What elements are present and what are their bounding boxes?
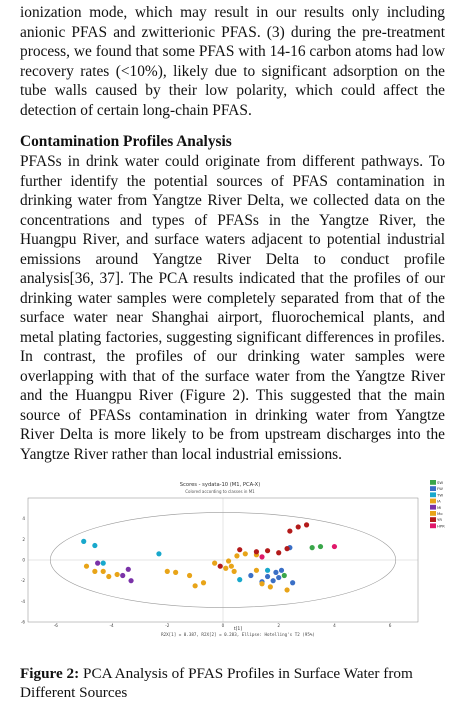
x-tick-label: 2: [277, 623, 281, 628]
y-tick-label: -2: [20, 578, 25, 584]
y-tick-label: 4: [22, 516, 25, 522]
data-point-ia: [165, 569, 170, 574]
legend-swatch-mi: [430, 505, 436, 510]
caption-label: Figure 2:: [20, 665, 80, 682]
data-point-tw: [156, 551, 161, 556]
data-point-sw: [318, 544, 323, 549]
legend-label-mi: MI: [437, 504, 442, 510]
data-point-tw: [265, 568, 270, 573]
data-point-ia: [232, 569, 237, 574]
data-point-mo: [223, 566, 228, 571]
data-point-yr: [237, 547, 242, 552]
data-point-fw: [276, 575, 281, 580]
chart-footer: R2X[1] = 0.387, R2X[2] = 0.283, Ellipse: Hotelling's T2 (95%): [161, 632, 315, 637]
legend-label-sw: SW: [437, 480, 444, 485]
data-point-fw: [273, 570, 278, 575]
data-point-yr: [276, 550, 281, 555]
data-point-yr: [296, 524, 301, 529]
x-tick-label: 6: [388, 623, 392, 628]
data-point-mi: [95, 561, 100, 566]
caption-text: PCA Analysis of PFAS Profiles in Surface Water from Different Sources: [20, 665, 413, 701]
legend-label-tw: TW: [437, 492, 444, 498]
x-tick-label: -6: [53, 623, 58, 628]
paragraph-1: ionization mode, which may result in our results only including anionic PFAS and zwitterionic PFAS. (3) during the pre-treatment process, we found that some PFAS with 14-16 carbon atoms had low recovery rates (<10%), likely due to significant adsorption on the tube walls caused by their low polarity, which could affect the detection of certain long-chain PFAS.: [20, 4, 445, 119]
data-point-mo: [243, 551, 248, 556]
legend-label-hpr: HPR: [437, 523, 445, 529]
data-point-ia: [259, 581, 264, 586]
legend-swatch-ia: [430, 499, 436, 504]
data-point-ia: [173, 570, 178, 575]
data-point-ia: [115, 572, 120, 577]
data-point-ia: [254, 568, 259, 573]
data-point-fw: [265, 574, 270, 579]
data-point-mi: [126, 567, 131, 572]
pca-scatter-chart: [10, 478, 448, 640]
legend-label-yr: YR: [437, 517, 442, 523]
data-point-fw: [248, 573, 253, 578]
y-tick-label: 0: [22, 557, 25, 563]
data-point-fw: [279, 568, 284, 573]
data-point-hpr: [332, 544, 337, 549]
legend-swatch-mo: [430, 511, 436, 516]
x-tick-label: -4: [109, 623, 114, 628]
data-point-ia: [84, 564, 89, 569]
x-tick-label: 4: [333, 623, 336, 628]
data-point-tw: [81, 539, 86, 544]
data-point-fw: [290, 580, 295, 585]
data-point-mo: [234, 553, 239, 558]
data-point-mi: [128, 578, 133, 583]
paragraph-2: PFASs in drink water could originate from different pathways. To further identify the potential sources of PFAS contamination in drinking water from Yangtze River Delta, we collected data on the concentrations and types of PFASs in the Yangtze River, the Huangpu River, and surface waters adjacent to potential industrial emissions around Yangtze River Delta to conduct profile analysis[36, 37]. The PCA results indicated that the profiles of our drinking water samples were completely separated from that of the surface water near Shanghai airport, fluorochemical plants, and metal plating factories, suggesting significant differences in profiles. In contrast, the profiles of our drinking water samples were overlapping with that of the surface water from the Yangtze River and the Huangpu River (Figure 2). This suggested that the main source of PFASs contamination in drinking water from Yangtze River Delta is more likely to be from upstream discharges into the Yangtze River rather than local industrial emissions.: [20, 153, 445, 463]
data-point-fw: [271, 578, 276, 583]
data-point-ia: [201, 580, 206, 585]
x-tick-label: -2: [165, 623, 170, 628]
data-point-yr: [254, 549, 259, 554]
data-point-tw: [237, 577, 242, 582]
data-point-ia: [92, 569, 97, 574]
legend-swatch-hpr: [430, 523, 436, 528]
data-point-mo: [212, 561, 217, 566]
data-point-yr: [287, 528, 292, 533]
data-point-sw: [282, 573, 287, 578]
y-tick-label: 2: [22, 536, 25, 542]
legend-label-fw: FW: [437, 486, 443, 492]
legend-swatch-yr: [430, 517, 436, 522]
legend-swatch-tw: [430, 492, 436, 497]
x-axis-label: t[1]: [233, 627, 243, 632]
data-point-tw: [92, 543, 97, 548]
data-point-mo: [226, 558, 231, 563]
data-point-ia: [187, 573, 192, 578]
x-tick-label: 0: [221, 623, 225, 628]
data-point-yr: [304, 522, 309, 527]
legend-label-ia: IA: [437, 498, 441, 504]
legend-label-mo: Mo: [437, 511, 443, 516]
data-point-ia: [101, 569, 106, 574]
data-point-mo: [229, 564, 234, 569]
legend-swatch-sw: [430, 480, 436, 485]
data-point-hpr: [259, 554, 264, 559]
pca-figure: [10, 478, 448, 640]
section-heading: Contamination Profiles Analysis: [20, 133, 232, 150]
chart-subtitle: Colored according to classes in M1: [185, 489, 255, 494]
data-point-yr: [284, 546, 289, 551]
chart-title: Scores - sydata-10 (M1, PCA-X): [179, 482, 261, 488]
figure-caption: [20, 664, 445, 702]
y-tick-label: -6: [20, 619, 25, 625]
data-point-tw: [101, 561, 106, 566]
data-point-ia: [106, 574, 111, 579]
data-point-ia: [268, 584, 273, 589]
data-point-yr: [218, 564, 223, 569]
y-tick-label: -4: [20, 598, 25, 604]
data-point-yr: [265, 548, 270, 553]
data-point-ia: [284, 587, 289, 592]
data-point-sw: [310, 545, 315, 550]
data-point-mi: [120, 573, 125, 578]
data-point-ia: [193, 583, 198, 588]
legend-swatch-fw: [430, 486, 436, 491]
